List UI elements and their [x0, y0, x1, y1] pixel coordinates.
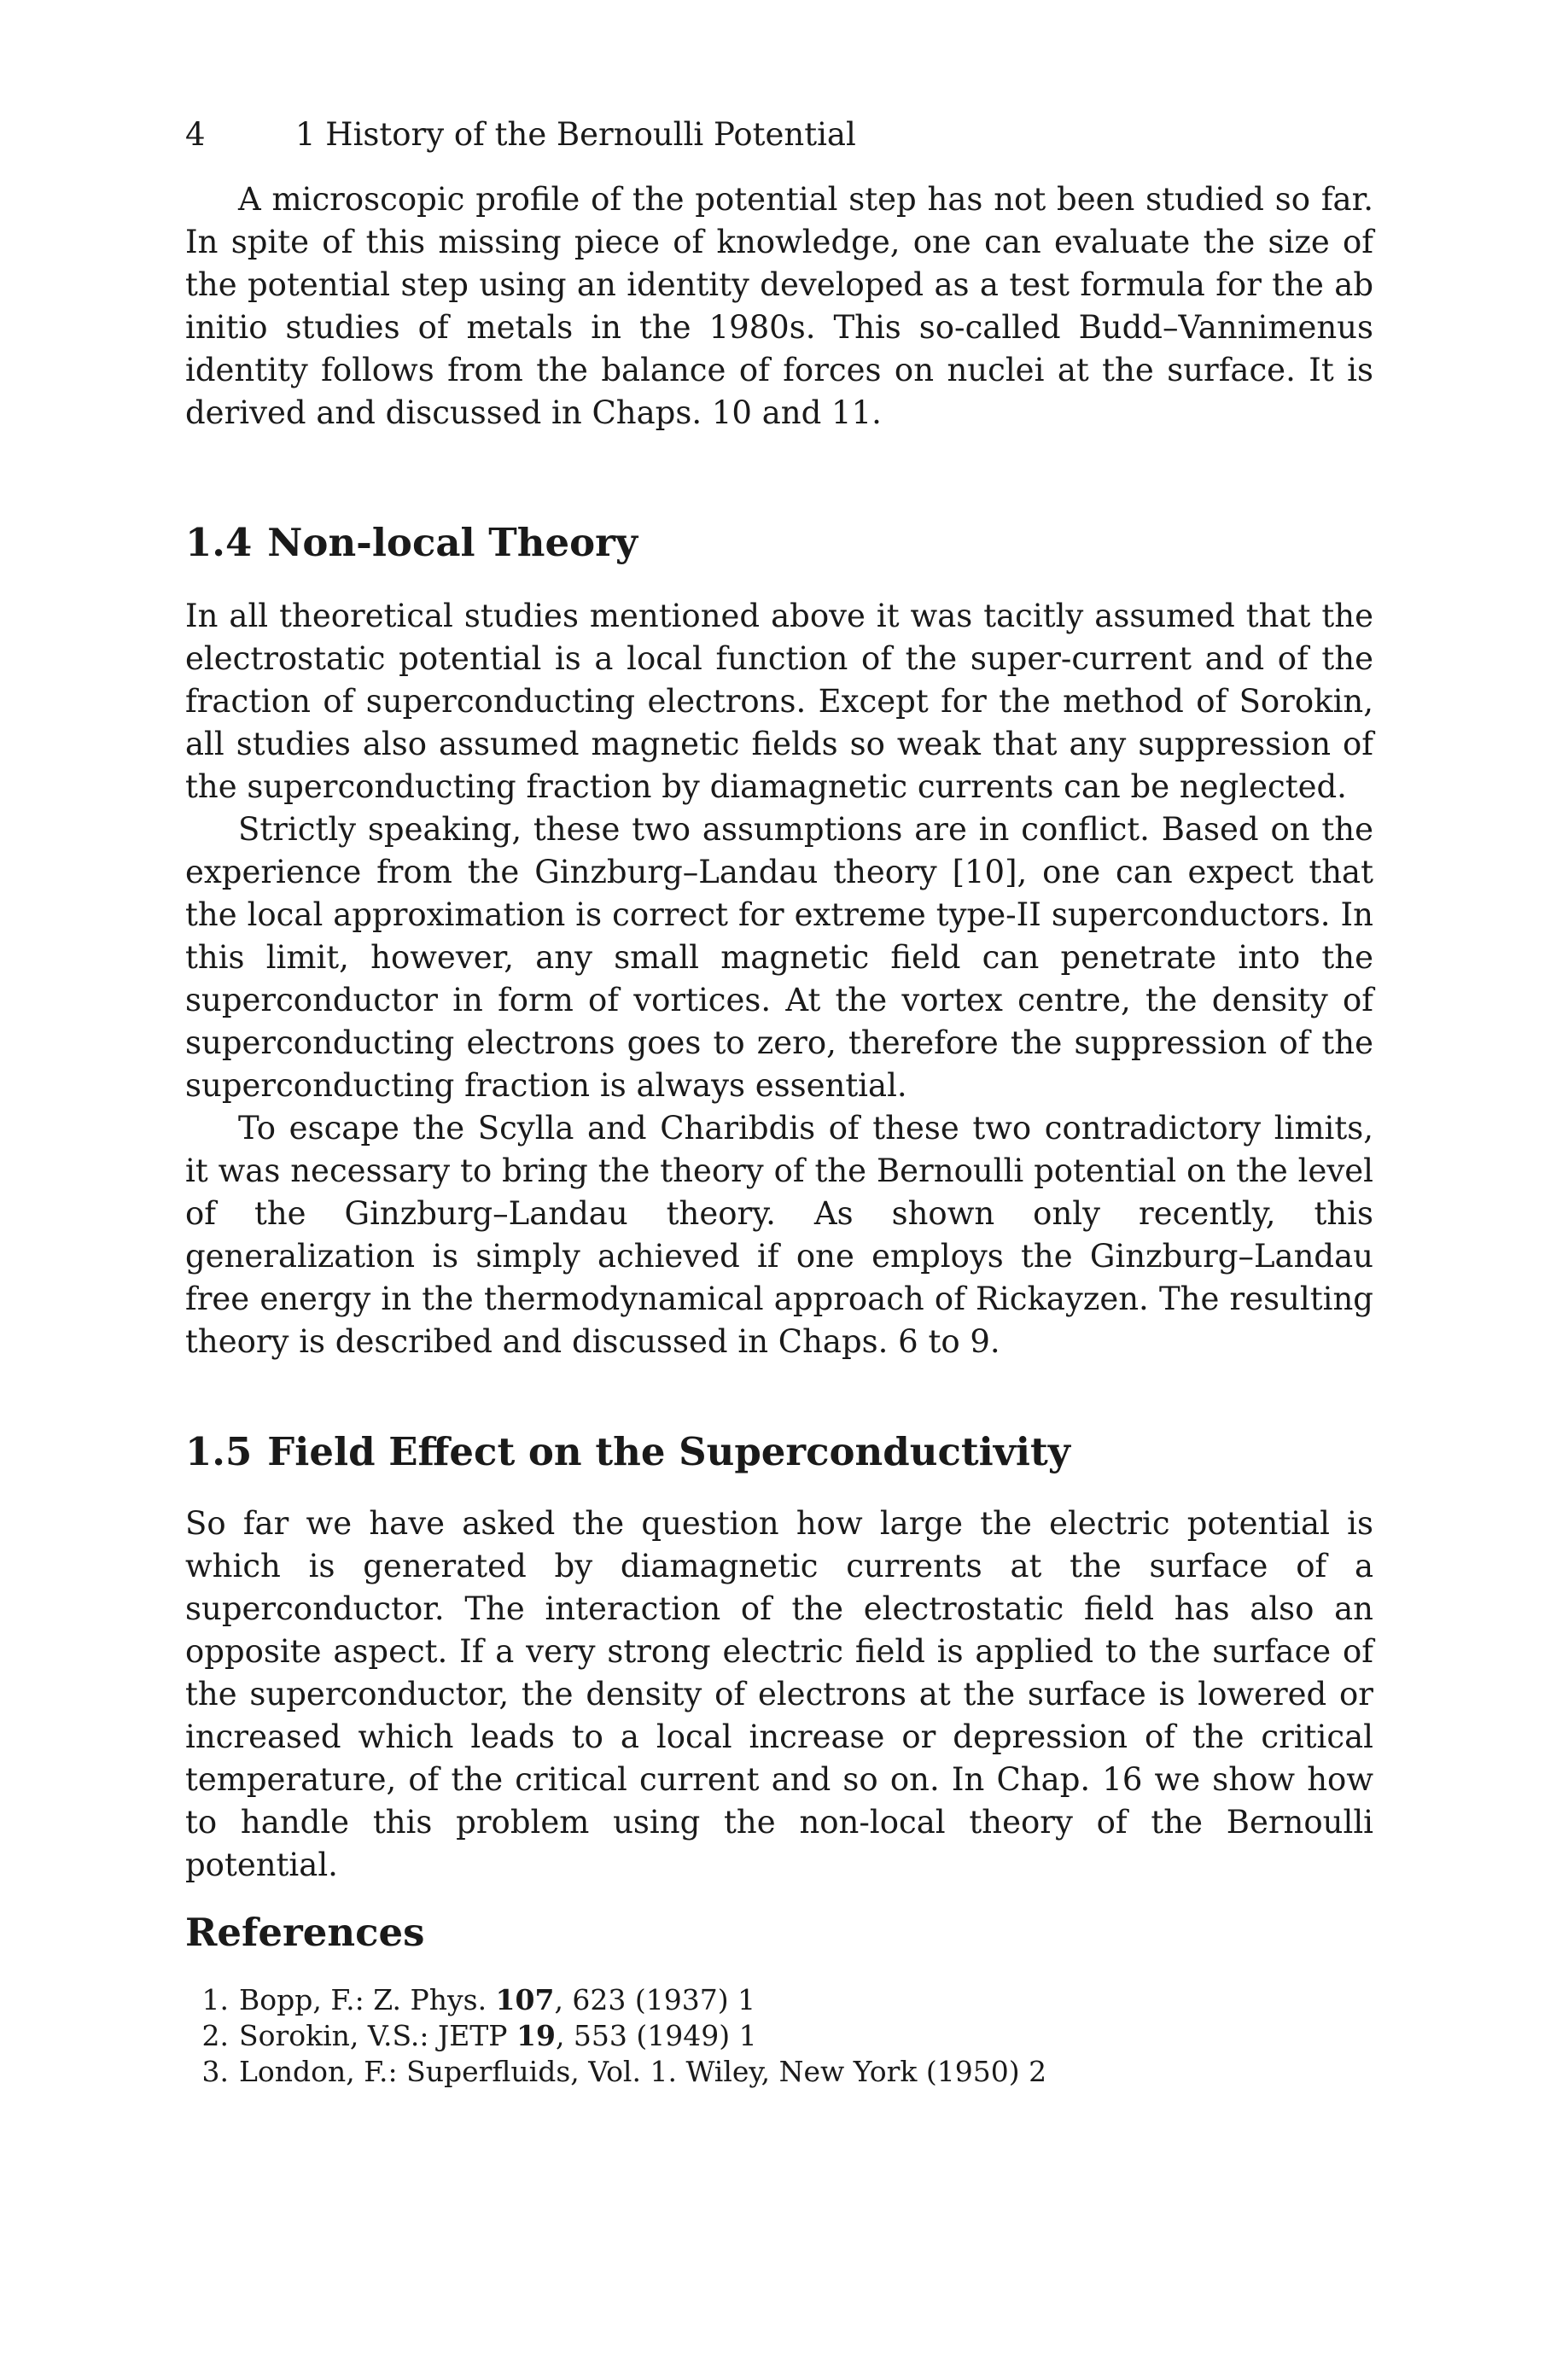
reference-number: 1.: [201, 1983, 229, 2016]
section-title: Non-local Theory: [267, 520, 638, 565]
reference-text-tail: , 623 (1937) 1: [554, 1983, 756, 2016]
section-title: Field Effect on the Superconductivity: [267, 1429, 1070, 1474]
section-heading-1-4: [185, 518, 638, 568]
page-number: 4: [185, 116, 206, 153]
reference-text: Sorokin, V.S.: JETP: [239, 2019, 517, 2052]
reference-number: 3.: [201, 2055, 229, 2088]
reference-text: London, F.: Superfluids, Vol. 1. Wiley, New York (1950) 2: [239, 2055, 1047, 2088]
section-1-5-body: [185, 1503, 1373, 1887]
reference-item: [185, 2018, 1046, 2054]
section-number: 1.4: [185, 520, 253, 565]
reference-text: Bopp, F.: Z. Phys.: [239, 1983, 496, 2016]
reference-item: [185, 2054, 1046, 2090]
reference-number: 2.: [201, 2019, 229, 2052]
reference-text-tail: , 553 (1949) 1: [555, 2019, 757, 2052]
running-head: [185, 116, 856, 154]
section-1-4-body: [185, 595, 1373, 1363]
paragraph: In all theoretical studies mentioned above it was tacitly assumed that the electrostatic potential is a local function of the super-current and of the fraction of superconducting electrons. Except for the method of Sorokin, all studies also assumed magnetic fields so weak that any suppression of the superconducting fraction by diamagnetic currents can be neglected.: [185, 598, 1373, 805]
references-heading: References: [185, 1910, 425, 1955]
intro-paragraph: A microscopic profile of the potential step has not been studied so far. In spite of this missing piece of knowledge, one can evaluate the size of the potential step using an identity developed as a test formula for the ab initio studies of metals in the 1980s. This so-called Budd–Vannimenus identity follows from the balance of forces on nuclei at the surface. It is derived and discussed in Chaps. 10 and 11.: [185, 181, 1373, 431]
paragraph: Strictly speaking, these two assumptions are in conflict. Based on the experience from the Ginzburg–Landau theory [10], one can expect that the local approximation is correct for extreme type-II superconductors. In this limit, however, any small magnetic field can penetrate into the superconductor in form of vortices. At the vortex centre, the density of superconducting electrons goes to zero, therefore the suppression of the superconducting fraction is always essential.: [185, 811, 1373, 1104]
paragraph: So far we have asked the question how large the electric potential is which is generated by diamagnetic currents at the surface of a superconductor. The interaction of the electrostatic field has also an opposite aspect. If a very strong electric field is applied to the surface of the superconductor, the density of electrons at the surface is lowered or increased which leads to a local increase or depression of the critical temperature, of the critical current and so on. In Chap. 16 we show how to handle this problem using the non-local theory of the Bernoulli potential.: [185, 1505, 1373, 1883]
section-number: 1.5: [185, 1429, 253, 1474]
section-heading-1-5: [185, 1427, 1070, 1477]
reference-volume: 107: [495, 1983, 555, 2016]
reference-list: [185, 1982, 1046, 2090]
reference-volume: 19: [516, 2019, 556, 2052]
running-title: 1 History of the Bernoulli Potential: [295, 116, 856, 153]
paragraph: To escape the Scylla and Charibdis of these two contradictory limits, it was necessary to bring the theory of the Bernoulli potential on the level of the Ginzburg–Landau theory. As shown only recently, this generalization is simply achieved if one employs the Ginzburg–Landau free energy in the thermodynamical approach of Rickayzen. The resulting theory is described and discussed in Chaps. 6 to 9.: [185, 1110, 1373, 1360]
reference-item: [185, 1982, 1046, 2018]
intro-text: [185, 178, 1373, 435]
